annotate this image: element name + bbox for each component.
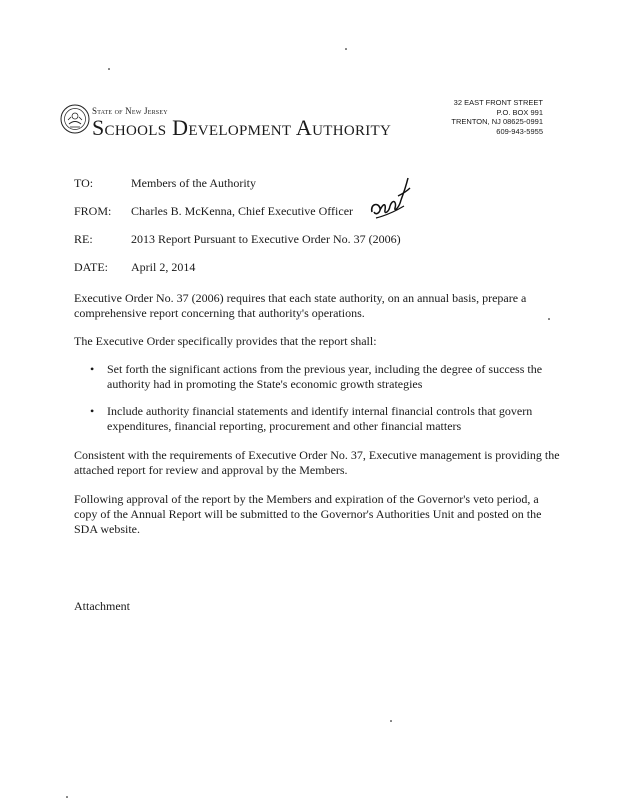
scan-speck [345,48,347,50]
scan-speck [108,68,110,70]
bullet-item-2: Include authority financial statements and identify internal financial controls that govern expenditures, financial reporting, procurement and other financial matters [107,404,533,433]
state-seal-icon [60,104,90,134]
attachment-note: Attachment [74,599,130,613]
address-line: 32 EAST FRONT STREET [453,98,543,107]
body-paragraph-3: Consistent with the requirements of Executive Order No. 37, Executive management is providing the attached report for review and approval by the Members. [74,448,560,477]
letterhead-address [451,98,543,136]
bullet-marker: • [90,404,95,418]
scan-speck [66,796,68,798]
memo-re-label: RE: [74,232,93,246]
scan-speck [548,318,550,320]
body-paragraph-4: Following approval of the report by the Members and expiration of the Governor's veto period, a copy of the Annual Report will be submitted to the Governor's Authorities Unit and posted on the SDA website. [74,492,542,536]
bullet-item-1: Set forth the significant actions from the previous year, including the degree of success the authority had in promoting the State's economic growth strategies [107,362,543,391]
scan-speck [390,720,392,722]
body-paragraph-2: The Executive Order specifically provides that the report shall: [74,334,377,348]
address-line: P.O. BOX 991 [496,107,543,117]
memo-from-value: Charles B. McKenna, Chief Executive Officer [131,204,354,218]
memo-to-value: Members of the Authority [131,176,256,190]
memo-from-label: FROM: [74,204,112,218]
memo-date-label: DATE: [74,260,108,274]
address-line: TRENTON, NJ 08625-0991 [451,117,543,126]
letterhead-state: State of New Jersey [92,106,168,116]
memo-re-value: 2013 Report Pursuant to Executive Order No. 37 (2006) [131,232,401,246]
body-paragraph-1: Executive Order No. 37 (2006) requires that each state authority, on an annual basis, prepare a comprehensive report concerning that authority's operations. [74,291,527,320]
bullet-marker: • [90,362,95,376]
memo-to-label: TO: [74,176,94,190]
memo-date-value: April 2, 2014 [131,260,196,274]
letterhead-org-name: Schools Development Authority [92,115,392,140]
address-line: 609-943-5955 [496,126,543,136]
handwritten-initials-icon [368,172,414,224]
